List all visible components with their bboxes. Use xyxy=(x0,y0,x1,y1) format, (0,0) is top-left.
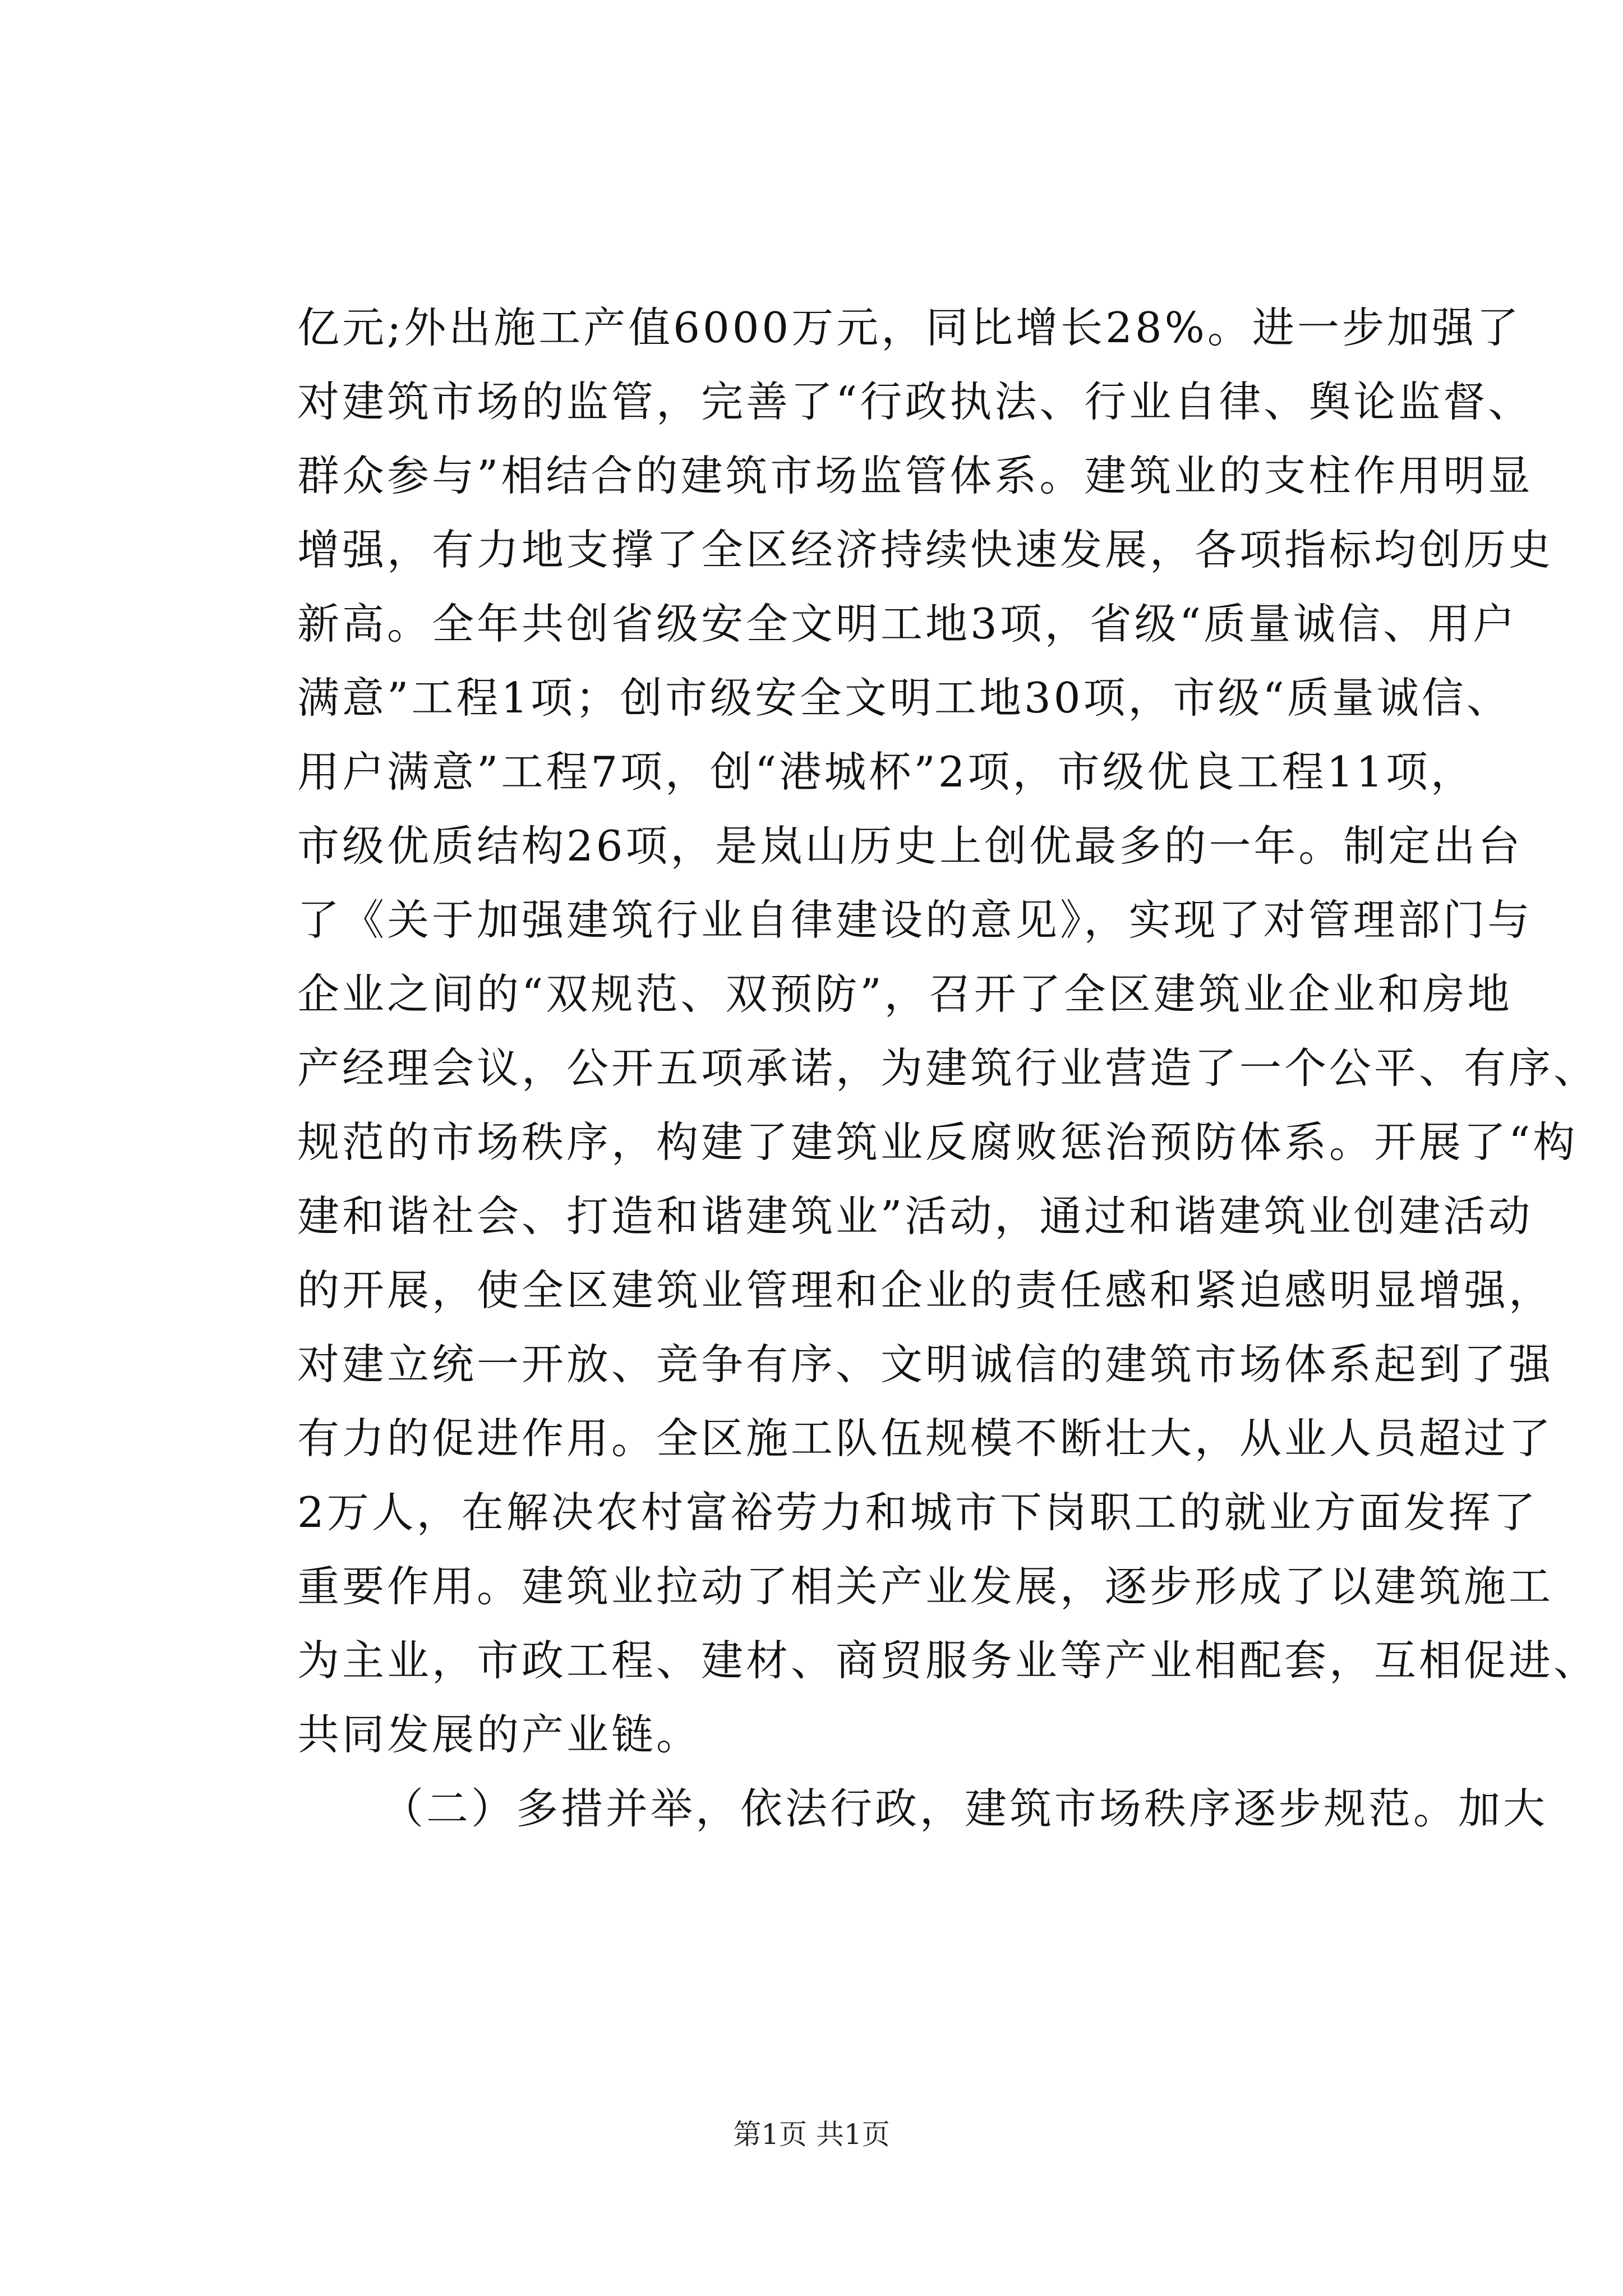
text-line: 对建立统一开放、竞争有序、文明诚信的建筑市场体系起到了强 xyxy=(297,1340,1554,1389)
text-line: 2万人，在解决农村富裕劳力和城市下岗职工的就业方面发挥了 xyxy=(297,1488,1538,1537)
text-line: 亿元;外出施工产值6000万元，同比增长28%。进一步加强了 xyxy=(297,303,1521,352)
text-line: 产经理会议，公开五项承诺，为建筑行业营造了一个公平、有序、 xyxy=(297,1043,1599,1093)
text-line: 的开展，使全区建筑业管理和企业的责任感和紧迫感明显增强， xyxy=(297,1266,1554,1315)
text-line: 有力的促进作用。全区施工队伍规模不断壮大，从业人员超过了 xyxy=(297,1414,1554,1463)
text-line: 重要作用。建筑业拉动了相关产业发展，逐步形成了以建筑施工 xyxy=(297,1562,1554,1611)
text-line: 规范的市场秩序，构建了建筑业反腐败惩治预防体系。开展了“构 xyxy=(297,1117,1578,1167)
text-line: 了《关于加强建筑行业自律建设的意见》，实现了对管理部门与 xyxy=(297,895,1533,945)
text-line: 建和谐社会、打造和谐建筑业”活动，通过和谐建筑业创建活动 xyxy=(297,1191,1533,1241)
text-line: 共同发展的产业链。 xyxy=(297,1710,702,1759)
text-line: 新高。全年共创省级安全文明工地3项，省级“质量诚信、用户 xyxy=(297,599,1518,648)
page-footer: 第1页 共1页 xyxy=(733,2118,890,2151)
text-line: 用户满意”工程7项，创“港城杯”2项，市级优良工程11项， xyxy=(297,747,1476,797)
text-line: 对建筑市场的监管，完善了“行政执法、行业自律、舆论监督、 xyxy=(297,377,1533,426)
text-line: 为主业，市政工程、建材、商贸服务业等产业相配套，互相促进、 xyxy=(297,1636,1599,1685)
text-line: 群众参与”相结合的建筑市场监管体系。建筑业的支柱作用明显 xyxy=(297,451,1533,500)
text-line: 市级优质结构26项，是岚山历史上创优最多的一年。制定出台 xyxy=(297,821,1523,871)
section-heading-line: （二）多措并举，依法行政，建筑市场秩序逐步规范。加大 xyxy=(381,1784,1548,1833)
text-line: 满意”工程1项；创市级安全文明工地30项，市级“质量诚信、 xyxy=(297,673,1511,723)
body-text xyxy=(297,291,1599,1846)
text-line: 企业之间的“双规范、双预防”，召开了全区建筑业企业和房地 xyxy=(297,969,1513,1019)
text-line: 增强，有力地支撑了全区经济持续快速发展，各项指标均创历史 xyxy=(297,525,1554,574)
